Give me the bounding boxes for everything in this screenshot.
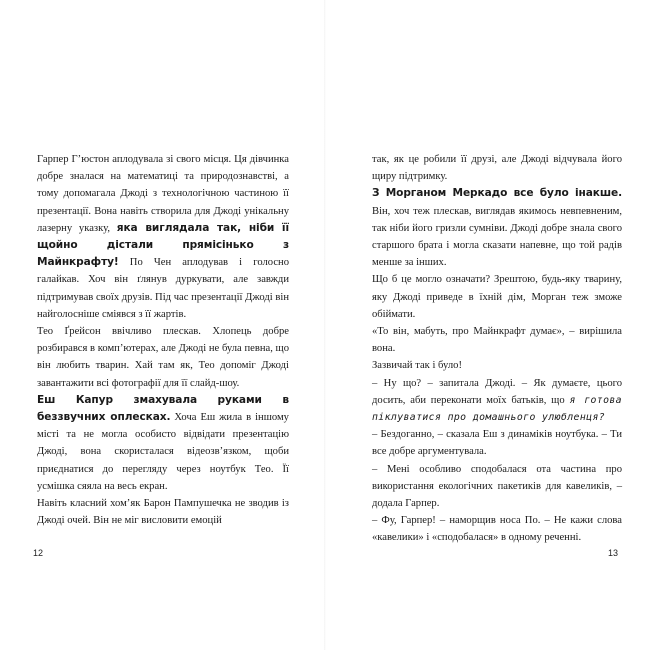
paragraph (372, 375, 622, 427)
paragraph (37, 151, 289, 323)
body-text: Тео Ґрейсон ввічливо плескав. Хлопець добре розбирався в компʼютерах, але Джоді не була певна, що він любить тварин. Хай там як, Тео допоміг Джоді завантажити всі фотографії для її слайд-шоу. (37, 326, 289, 389)
paragraph (372, 323, 622, 357)
right-page-text (372, 151, 622, 547)
page-number-right: 13 (608, 548, 619, 558)
body-text: так, як це робили її друзі, але Джоді відчувала його щиру підтримку. (372, 154, 622, 183)
emphasis-text: Еш Капур змахувала руками в беззвучних оплесках. (37, 393, 289, 424)
paragraph (37, 323, 289, 392)
body-text: Гарпер Гʼюстон аплодувала зі свого місця. Ця дівчинка добре зналася на математиці та природознавстві, а тому допомагала Джоді з технологічною частиною її презентації. Вона навіть створила для Джоді унікальну лазерну указку, (37, 154, 289, 234)
paragraph (372, 426, 622, 460)
left-page-text (37, 151, 289, 529)
paragraph (372, 357, 622, 374)
body-text: – Фу, Гарпер! – наморщив носа По. – Не кажи слова «кавелики» і «сподобалася» в одному реченні. (372, 515, 622, 544)
handwritten-text: я готова піклуватися про домашнього улюбленця? (372, 394, 622, 424)
paragraph (372, 151, 622, 185)
body-text: Зазвичай так і було! (372, 360, 462, 372)
body-text: – Ну що? – запитала Джоді. – Як думаєте, цього досить, аби переконати моїх батьків, що (372, 377, 622, 406)
emphasis-text: З Морганом Меркадо все було інакше. (372, 187, 622, 200)
paragraph (372, 185, 622, 271)
paragraph (372, 461, 622, 513)
body-text: Що б це могло означати? Зрештою, будь-яку тварину, яку Джоді приведе в їхній дім, Морган теж зможе обіймати. (372, 274, 622, 320)
body-text: Навіть класний хомʼяк Барон Пампушечка не зводив із Джоді очей. Він не міг висловити емоцій (37, 498, 289, 527)
right-page (325, 0, 650, 650)
emphasis-text: яка виглядала так, ніби її щойно дістали прямісінько з Майнкрафту! (37, 221, 289, 269)
body-text: Хоча Еш жила в іншому місті та не могла особисто відвідати презентацію Джоді, вона скористалася відеозвʼязком, щоби приєднатися до перегляду через ноутбук Тео. Її усмішка сяяла на весь екран. (37, 412, 289, 492)
paragraph (37, 495, 289, 529)
paragraph (37, 392, 289, 495)
paragraph (372, 512, 622, 546)
paragraph (372, 271, 622, 323)
page-number-left: 12 (33, 548, 44, 558)
body-text: «То він, мабуть, про Майнкрафт думає», – вирішила вона. (372, 326, 622, 355)
body-text: – Бездоганно, – сказала Еш з динаміків ноутбука. – Ти все добре аргументувала. (372, 429, 622, 458)
body-text: По Чен аплодував і голосно галайкав. Хоч він ґлянув дуркувати, але завжди підтримував своїх друзів. Під час презентації Джоді він найголосніше сміявся з її жартів. (37, 257, 289, 320)
body-text: – Мені особливо сподобалася ота частина про використання екологічних пакетиків для кавеликів, – додала Гарпер. (372, 463, 622, 510)
body-text: Він, хоч теж плескав, виглядав якимось невпевненим, так ніби його гризли сумніви. Джоді добре знала свого старшого брата і могла сказати напевне, що той радів менше за інших. (372, 205, 622, 269)
